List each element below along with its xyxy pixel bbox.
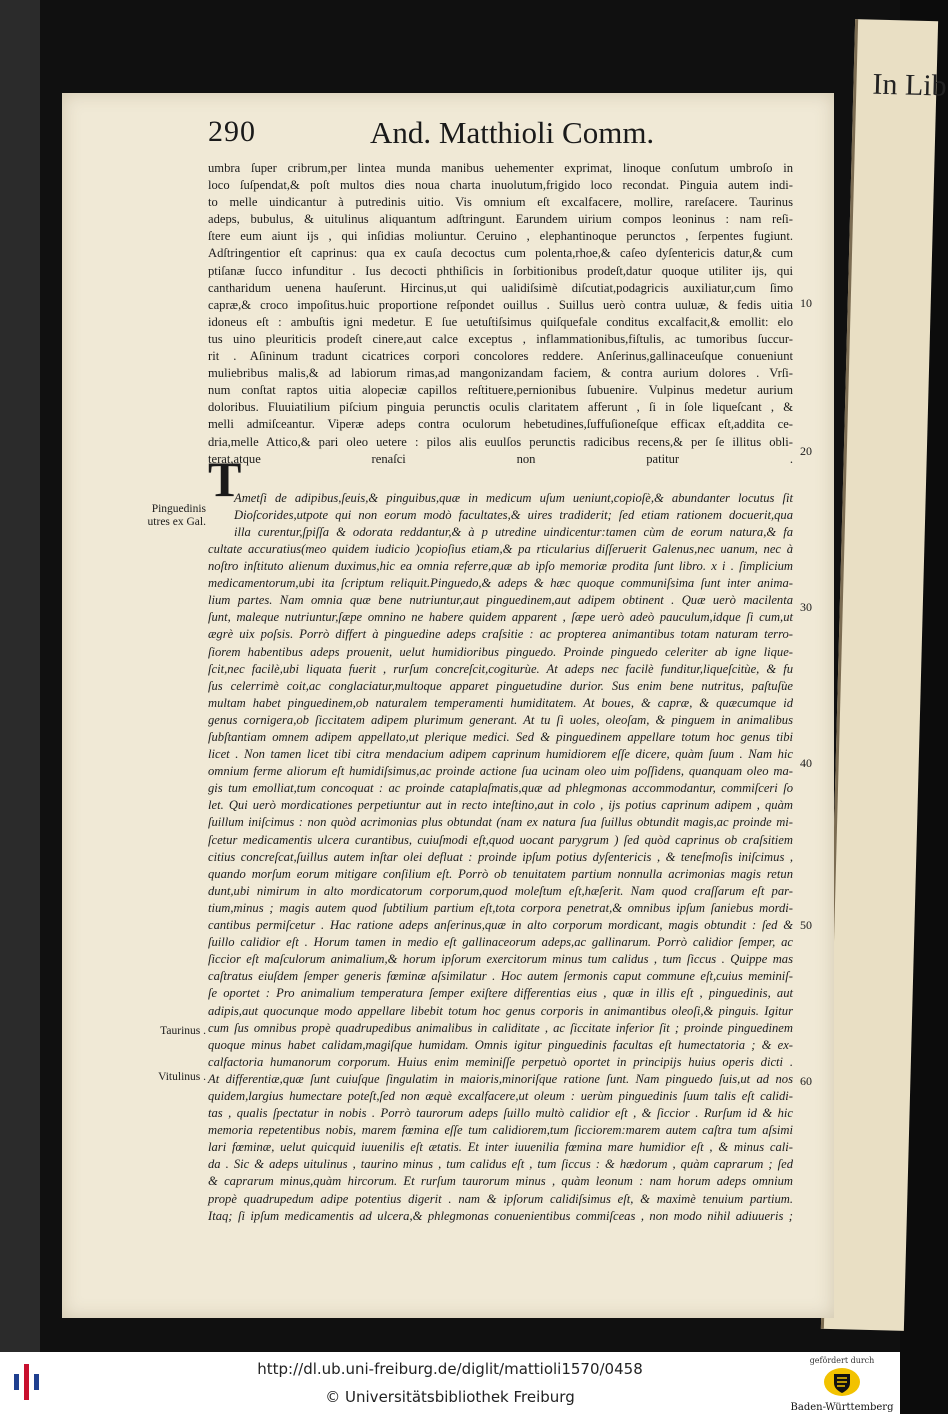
text-line: Ametſi de adipibus,ſeuis,& pinguibus,quæ in medicum uſum ueniunt,copioſè,& abundanter locutus ſit	[234, 490, 793, 505]
sponsor-block	[790, 1356, 894, 1412]
margin-note-pinguedinis: Pinguedinis utres ex Gal.	[147, 503, 206, 528]
line-number: 10	[800, 296, 812, 310]
text-line: ſcetur medicamentis ulcera curantibus, cuiuſmodi eſt,quod uocant parygrum ) ſed quòd caprinus ob craſsitiem	[208, 832, 793, 847]
margin-note-vitulinus: Vitulinus .	[158, 1071, 206, 1083]
line-number: 60	[800, 1074, 812, 1088]
facing-page-running-head: In Lib	[872, 67, 948, 103]
permalink-url[interactable]: http://dl.ub.uni-freiburg.de/diglit/mattioli1570/0458	[257, 1360, 643, 1378]
text-line: dria,melle Attico,& pari oleo uetere : pilos alis euulſos perunctis radicibus recens,& per ſe illitus obli-	[208, 434, 793, 449]
text-line: Itaq; ſi ipſum medicamentis ad ulcera,& phlegmonas conuenientibus commiſceas , non modo nihil adiuueris ;	[208, 1208, 793, 1223]
page-header	[208, 115, 678, 159]
text-line: num conſtat raptos uitia alopeciæ capillos reſtituere,pernionibus ſubuenire. Vulpinus medetur aurium	[208, 383, 793, 398]
text-line: caſtratus eiuſdem ſemper generis fœminæ aſsimilatur . Hoc autem ſermonis caput commune eſt,cuius meminiſ-	[208, 969, 793, 984]
text-line: Dioſcorides,utpote qui non eorum modò facultates,& uires tradiderit; ſed etiam rationem docuerit,qua	[234, 507, 793, 522]
text-line: tus uino pleuriticis prodeſt cinere,aut calce exceptus , inflammationibus,fiſtulis, ac tumoribus ſuccur-	[208, 331, 793, 346]
text-line: cantibus permiſcetur . Hac ratione adeps anſerinus,quæ in alto corporum mordicant, magis obtundit : ſed &	[208, 918, 793, 933]
text-line: medicamentorum,ubi ita ſcriptum reliquit.Pinguedo,& adeps & hæc quoque communiſsima ſunt inter anima-	[208, 576, 793, 591]
main-text	[208, 160, 793, 1225]
text-line: memoria repetentibus nobis, marem fœmina eſſe tum calidiorem,tum ſicciorem:marem autem caſtra tum aſsimi	[208, 1123, 793, 1138]
text-line: adeps, bubulus, & uitulinus aliquantum adſtringunt. Earundem uirium compos leoninus : nam reſi-	[208, 212, 793, 227]
text-line: quidem,largius humectare poteſt,ſed non æquè excalfacere,ut oleum : uerùm pinguedinis ſuum talis eſt calidi-	[208, 1088, 793, 1103]
drop-capital: T	[208, 451, 242, 507]
text-line: lari fœminæ, uelut quicquid iuuenilis eſt ætatis. Et inter iuuenilia fœmina mare humidior eſt , & minus cali-	[208, 1140, 793, 1155]
text-line: dunt,ubi nimirum in alto mordicatorum corporum,quod moleſtum eſt,hæſerit. Nam quod craſſarum eſt par-	[208, 883, 793, 898]
text-line: & caprarum minus,quàm hircorum. Et rurſum taurorum minus , quàm leonum : nam horum adeps omnium	[208, 1174, 793, 1189]
text-line: propè quadrupedum adipe potentius digerit . nam & ipſorum calidiſsimus eſt, & maximè tenuium partium.	[208, 1191, 793, 1206]
baden-wuerttemberg-emblem-icon	[823, 1367, 861, 1397]
text-line: to melle uindicantur à putredinis uitio. Vis omnium eſt excalfacere, mollire, rareſacere. Taurinus	[208, 195, 793, 210]
viewer-footer	[0, 1352, 900, 1414]
text-line: idoneus eſt : ambuſtis igni medetur. E ſue uetuſtiſsimus quiſquefale conditus excalfacit,& emollit: elo	[208, 314, 793, 329]
text-line: muliebribus malis,& ad labiorum rimas,ad mangonizandam faciem, & contra aurium dolores . Vrſi-	[208, 366, 793, 381]
text-line: rit . Aſininum tradunt cicatrices corpori concolores reddere. Anſerinus,gallinaceuſque conueniunt	[208, 349, 793, 364]
text-line: umbra ſuper cribrum,per lintea munda manibus uehementer exprimat, linoque conſutum umbroſo in	[208, 161, 793, 175]
text-line: gis tum emolliat,tum concoquat : ac proinde cataplaſmatis,quæ ad phlegmonas accommodantur, commiſceri ſo	[208, 781, 793, 796]
text-line: cantharidum uenena hauſerunt. Hircinus,ut qui ualidiſsimè diſcutiat,podagricis auxiliatur,cum ſimo	[208, 280, 793, 295]
text-line: lium partes. Nam omnia quæ bene nutriuntur,aut pinguedinem,aut adipem obtinent . Quæ uerò macilenta	[208, 593, 793, 608]
text-line: Adſtringentior eſt caprinus: qua ex cauſa decoctus cum polenta,rhoe,& caſeo dyſentericis datur,& cum	[208, 246, 793, 261]
text-line: cultate accuratius(meo quidem iudicio )copioſius etiam,& pa rticularius diſſeruerit Galenus,nec uanum, nec à	[208, 541, 793, 556]
sponsor-caption: gefördert durch	[809, 1356, 875, 1365]
sponsor-name: Baden-Württemberg	[790, 1402, 894, 1413]
text-line: citius concreſcat,ſuillus autem inſtar olei defluat : proinde ipſum potius dyſentericis , & teneſmoſis iniſcimus ,	[208, 849, 793, 864]
line-number: 30	[800, 600, 812, 614]
text-line: da . Sic & adeps uitulinus , taurino minus , tum calidus eſt , tum ſiccus : & hædorum , quàm caprarum ; ſed	[208, 1157, 793, 1172]
text-line: doloribus. Fluuiatilium piſcium pinguia perunctis oculis claritatem afferunt , ſi in ſole liqueſcant , &	[208, 400, 793, 415]
text-line: ſubſtantiam omnem adipem appellato,ut plerique medici. Sed & pinguedinem appellare totum hoc genus tibi	[208, 730, 793, 744]
text-line: ſus celerrimè coit,ac conglaciatur,multoque apparet pinguetudine durior. Sus enim bene nutritus, paſtuſùe	[208, 678, 793, 693]
text-line: ſiccior eſt maſculorum animalium,& horum ipſorum exercitorum minus tum calidus , tum ſiccus . Quippe mas	[208, 952, 793, 967]
page-number: 290	[208, 115, 256, 148]
text-line: ſuillum iniſcimus : non quòd acrimonias plus obtundat (nam ex natura ſua ſuillus obtundit magis,ac proinde mi-	[208, 815, 793, 830]
text-line: tas , qualis ſpectatur in nobis . Porrò taurorum adeps ſuillo multò calidior eſt , & ſiccior . Rurſum id & hic	[208, 1106, 793, 1121]
text-line: quoque minus habet calidam,magiſque humidam. Omnis igitur pinguedinis facultas eſt humectatoria ; & ex-	[208, 1037, 793, 1052]
line-number: 20	[800, 444, 812, 458]
text-line: ſuillo calidior eſt . Horum tamen in medio eſt gallinaceorum adeps,ac gallinarum. Porrò calidior ſemper, ac	[208, 935, 793, 950]
margin-note-taurinus: Taurinus .	[160, 1025, 206, 1037]
text-line: calfactoria humanorum corporum. Huius enim meminiſſe perpetuò oportet in principijs huius operis dicti .	[208, 1054, 793, 1069]
text-line: capræ,& croco impoſitus.huic proportione reſpondet ouillus . Suillus uerò contra uuluæ, & fedis uitia	[208, 297, 793, 312]
text-line: ſtere eum aiunt ijs , qui inſidias moliuntur. Ceruino , elephantinoque perunctos , ſerpentes fugiunt.	[208, 229, 793, 244]
text-line: quando morſum eorum mitigare conſilium eſt. Porrò ob tenuitatem partium nonnulla acrimonias magis retun	[208, 866, 793, 881]
text-line: omnium ferme aliorum eſt humidiſsimus,ac proinde actione ſua ucinam oleo uim poſſidens, quanquam oleo ma-	[208, 764, 793, 779]
facing-page-edge	[821, 19, 948, 1331]
text-line: let. Qui uerò mordicationes perpetiuntur aut in recto inteſtino,aut in colo , ijs potius caprinum adipem , quàm	[208, 798, 793, 813]
text-line: multam habet pinguedinem,ob naturalem temperamenti humiditatem. At boues, & capræ, & quæcumque id	[208, 695, 793, 710]
scanner-mount	[0, 0, 40, 1352]
text-line: ægrè uix poſsis. Porrò differt à pinguedine adeps craſsitie : ac propterea animantibus totam naturam terro-	[208, 627, 793, 642]
text-line: adipis,aut quocunque modo appellare libebit totum hoc genus corporis in animantibus oleoſi,& pinguis. Igitur	[208, 1003, 793, 1018]
text-line: illa curentur,ſpiſſa & odorata reddantur,& à p utredine uindicentur:tamen cùm de eorum natura,& fa	[234, 524, 793, 539]
text-line: noſtro inſtituto alienum duximus,hic ea omnia referre,quæ ab ipſo memoriæ prodita ſunt libro. x i . ſimplicium	[208, 559, 793, 574]
running-head: And. Matthioli Comm.	[370, 115, 655, 150]
text-line: loco ſuſpendat,& poſt multos dies noua charta inuolutum,frigido loco recondat. Pinguia autem indi-	[208, 178, 793, 193]
line-number: 40	[800, 756, 812, 770]
text-line: genus cornigera,ob ſiccitatem adipem plurimum generant. At tu ſi uoles, oleoſam, & pinguem in animalibus	[208, 712, 793, 727]
text-line: tium,minus ; magis autem quod ſubtilium partium eſt,tota corpora penetrat,& omnibus ipſum ſaniebus mordi-	[208, 900, 793, 915]
text-line: At differentiæ,quæ ſunt cuiuſque ſingulatim in maioris,minoriſque ratione ſunt. Nam pinguedo ſuis,ut ad nos	[208, 1071, 793, 1086]
text-line: ſcit,nec facilè,ubi liquata fuerit , rurſum concreſcit,cogiturùe. At adeps nec facilè funditur,liqueſcitùe, & fu	[208, 661, 793, 676]
copyright-notice: © Universitätsbibliothek Freiburg	[325, 1388, 575, 1406]
line-number: 50	[800, 918, 812, 932]
text-line: ſunt, maleque nutriuntur,ſæpe omnino ne habere quidem apparent , ſæpe uerò adeò pauculum,idque ſi cum,ut	[208, 610, 793, 625]
italic-commentary-block	[208, 490, 793, 1225]
text-line: ſiorem habentibus adeps prouenit, uelut humidioribus pinguedo. Proinde pinguedo celeriter ab igne lique-	[208, 644, 793, 659]
text-line: terat,atque renaſci non patitur .	[208, 451, 793, 466]
text-line: licet . Non tamen licet tibi citra mendacium adipem caprinum humidiorem eſſe dicere, quàm ſuum . Nam hic	[208, 747, 793, 762]
text-line: ſe oportet : Pro animalium temperatura ſemper exiſtere differentias eius , quæ in illis eſt , pinguedinis, aut	[208, 986, 793, 1001]
text-line: melli admiſceantur. Viperæ adeps contra oculorum hebetudines,ſuffuſioneſque efficax eſt,addita ce-	[208, 417, 793, 432]
roman-text-block	[208, 160, 793, 468]
text-line: ptiſanæ ſucco infunditur . Ius decocti phthiſicis in ſorbitionibus prodeſt,datur quoque utiliter ijs, qui	[208, 263, 793, 278]
text-line: cum ſus omnibus propè quadrupedibus animalibus in caliditate , ac ſiccitate inferior ſit ; proinde pinguedinem	[208, 1020, 793, 1035]
